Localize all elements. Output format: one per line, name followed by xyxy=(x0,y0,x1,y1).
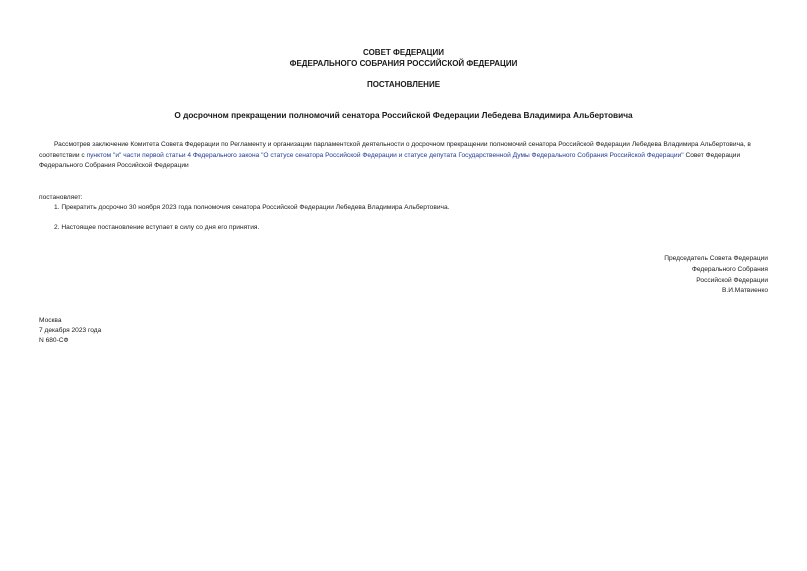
signatory-position-line-1: Председатель Совета Федерации xyxy=(664,255,768,262)
preamble-text-start: Рассмотрев заключение Комитета Совета Федерации по Регламенту и организации парламентской деятельности о досрочном прекращении полномочий сенатора Российской Федерации Лебедева Владимира Альбертовича, в соответствии с xyxy=(39,141,751,159)
document-title: О досрочном прекращении полномочий сенатора Российской Федерации Лебедева Владимира Альбертовича xyxy=(174,110,633,120)
law-reference-link[interactable]: пунктом "и" части первой статьи 4 Федерального закона "О статусе сенатора Российской Федерации и статусе депутата Государственной Думы Федерального Собрания Российской Федерации" xyxy=(86,151,684,159)
resolution-item-1: 1. Прекратить досрочно 30 ноября 2023 года полномочия сенатора Российской Федерации Лебедева Владимира Альбертовича. xyxy=(54,204,450,211)
issuer-name: СОВЕТ ФЕДЕРАЦИИ xyxy=(363,48,444,57)
document-type: ПОСТАНОВЛЕНИЕ xyxy=(366,80,441,89)
resolves-label: постановляет: xyxy=(39,194,83,201)
signatory-position-line-2: Федерального Собрания xyxy=(691,266,768,273)
signatory-name: В.И.Матвиенко xyxy=(721,287,768,294)
issue-place: Москва xyxy=(39,317,62,324)
preamble-text-end: Совет Федерации Федерального Собрания Российской Федерации xyxy=(39,151,741,170)
preamble-paragraph xyxy=(39,140,774,172)
issuer-subtitle: ФЕДЕРАЛЬНОГО СОБРАНИЯ РОССИЙСКОЙ ФЕДЕРАЦИИ xyxy=(289,59,518,68)
issue-date: 7 декабря 2023 года xyxy=(39,327,102,334)
document-number: N 680-СФ xyxy=(39,337,69,344)
resolution-item-2: 2. Настоящее постановление вступает в силу со дня его принятия. xyxy=(54,224,260,231)
signatory-position-line-3: Российской Федерации xyxy=(696,277,768,284)
